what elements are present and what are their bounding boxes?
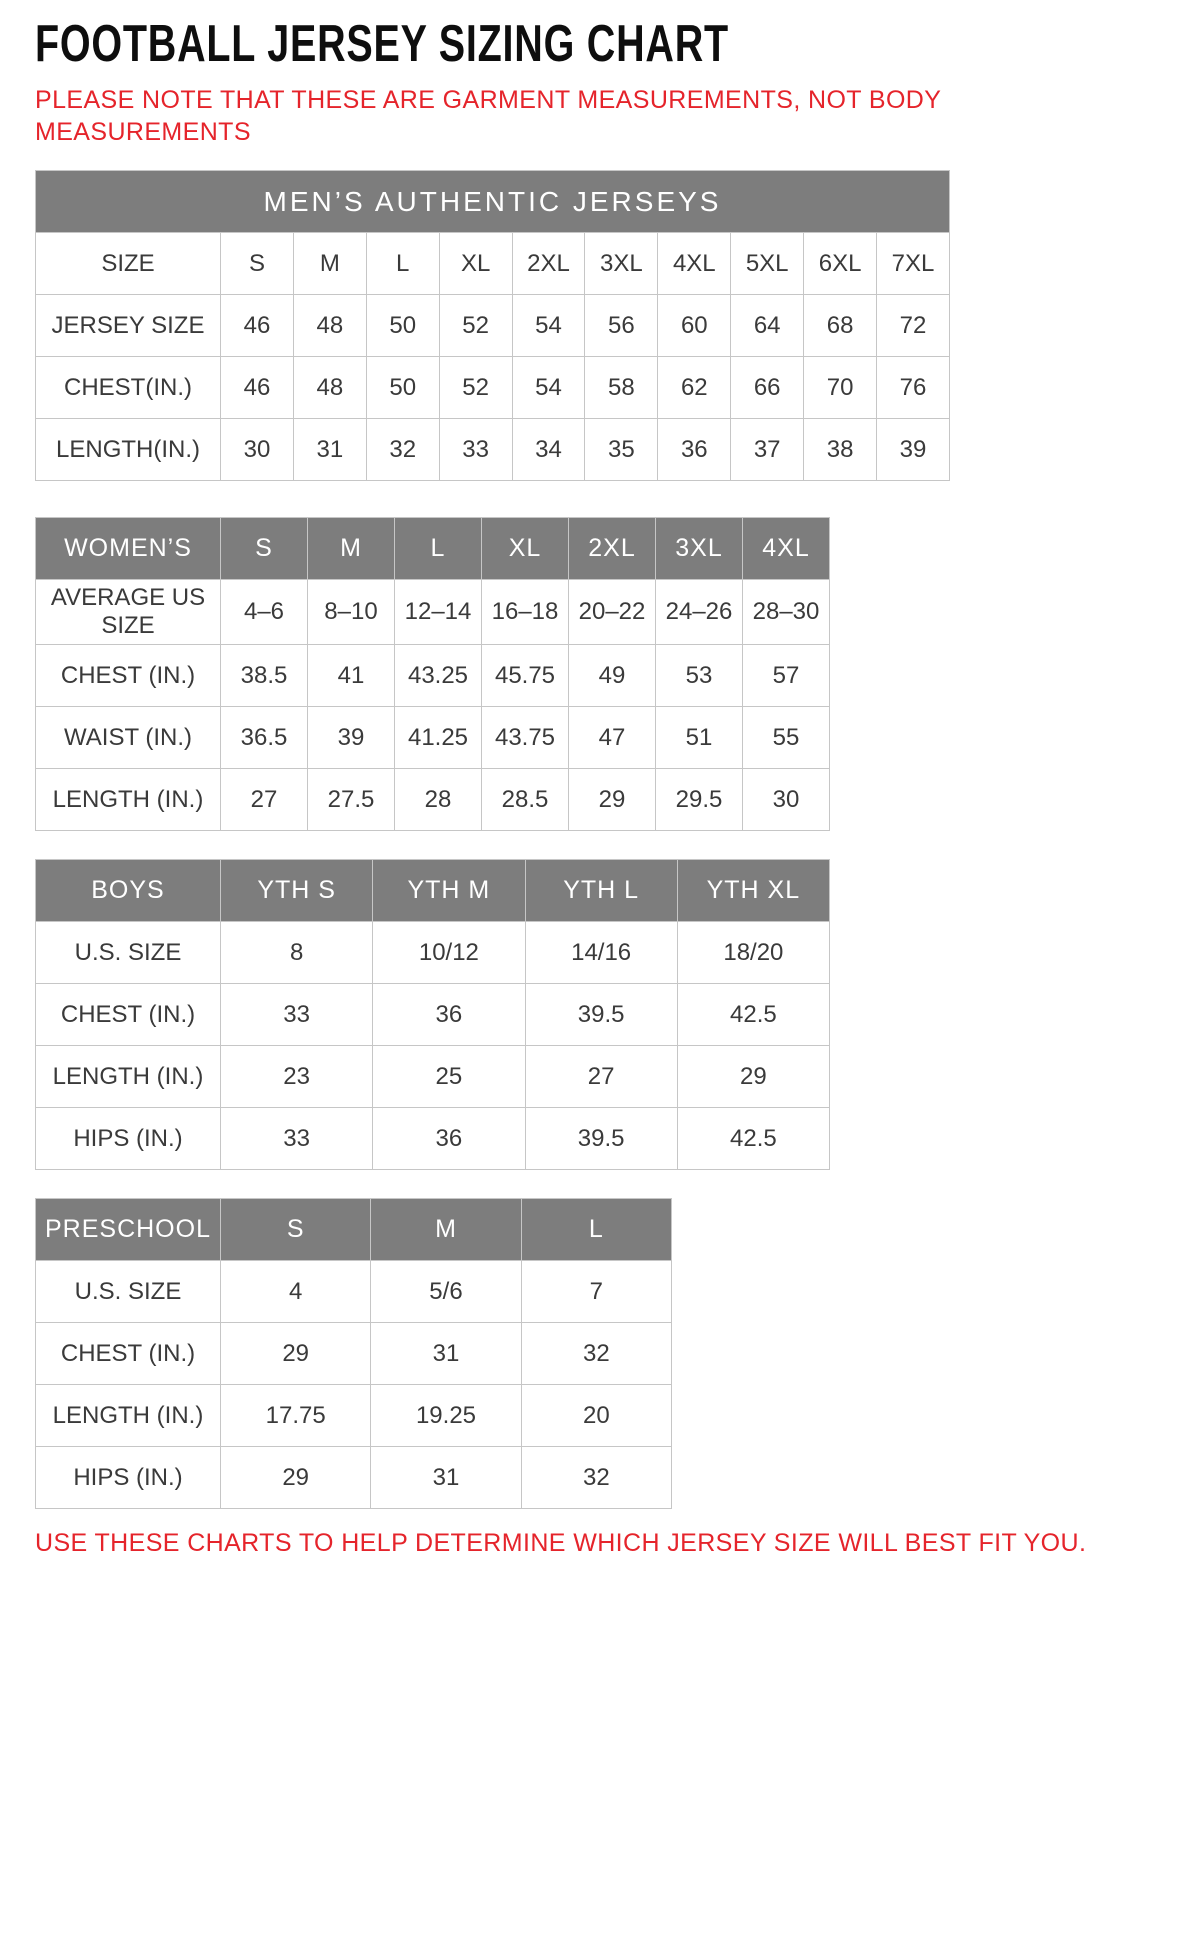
- table-banner-row: [36, 171, 950, 233]
- cell: 39.5: [525, 984, 677, 1046]
- row-label: CHEST (IN.): [36, 984, 221, 1046]
- row-label: JERSEY SIZE: [36, 295, 221, 357]
- cell: 36: [658, 419, 731, 481]
- cell: 20: [521, 1385, 671, 1447]
- row-label: LENGTH (IN.): [36, 1385, 221, 1447]
- cell: 6XL: [804, 233, 877, 295]
- cell: 5/6: [371, 1261, 521, 1323]
- cell: 33: [221, 984, 373, 1046]
- column-header: L: [395, 518, 482, 580]
- cell: 37: [731, 419, 804, 481]
- cell: 62: [658, 357, 731, 419]
- cell: 28: [395, 769, 482, 831]
- page-title: [35, 15, 1165, 73]
- cell: 14/16: [525, 922, 677, 984]
- cell: 29: [221, 1447, 371, 1509]
- row-label: LENGTH(IN.): [36, 419, 221, 481]
- table-row: [36, 1108, 830, 1170]
- cell: XL: [439, 233, 512, 295]
- column-header: 3XL: [656, 518, 743, 580]
- cell: 7: [521, 1261, 671, 1323]
- cell: 35: [585, 419, 658, 481]
- cell: 17.75: [221, 1385, 371, 1447]
- column-header: 4XL: [743, 518, 830, 580]
- cell: 33: [221, 1108, 373, 1170]
- cell: 31: [371, 1323, 521, 1385]
- table-row: [36, 922, 830, 984]
- table-row: [36, 769, 830, 831]
- cell: 16–18: [482, 580, 569, 645]
- cell: 41: [308, 645, 395, 707]
- cell: 5XL: [731, 233, 804, 295]
- table-row: [36, 233, 950, 295]
- cell: 18/20: [677, 922, 829, 984]
- cell: 8–10: [308, 580, 395, 645]
- cell: 28–30: [743, 580, 830, 645]
- cell: 72: [877, 295, 950, 357]
- cell: 56: [585, 295, 658, 357]
- cell: 42.5: [677, 984, 829, 1046]
- table-header-row: [36, 518, 830, 580]
- cell: 10/12: [373, 922, 525, 984]
- cell: M: [293, 233, 366, 295]
- cell: 29.5: [656, 769, 743, 831]
- cell: 12–14: [395, 580, 482, 645]
- column-header: 2XL: [569, 518, 656, 580]
- table-row: [36, 645, 830, 707]
- cell: 52: [439, 295, 512, 357]
- cell: 54: [512, 295, 585, 357]
- table-row: [36, 295, 950, 357]
- cell: 53: [656, 645, 743, 707]
- row-label: LENGTH (IN.): [36, 1046, 221, 1108]
- table-row: [36, 1385, 672, 1447]
- cell: 29: [677, 1046, 829, 1108]
- cell: 30: [743, 769, 830, 831]
- cell: 54: [512, 357, 585, 419]
- cell: 39.5: [525, 1108, 677, 1170]
- cell: 76: [877, 357, 950, 419]
- cell: 41.25: [395, 707, 482, 769]
- table-row: [36, 357, 950, 419]
- column-header: M: [371, 1199, 521, 1261]
- cell: 32: [521, 1323, 671, 1385]
- boys-table-title: BOYS: [36, 860, 221, 922]
- cell: 64: [731, 295, 804, 357]
- cell: 25: [373, 1046, 525, 1108]
- cell: 31: [293, 419, 366, 481]
- column-header: M: [308, 518, 395, 580]
- column-header: S: [221, 518, 308, 580]
- cell: 48: [293, 357, 366, 419]
- column-header: YTH S: [221, 860, 373, 922]
- cell: S: [221, 233, 294, 295]
- table-header-row: [36, 1199, 672, 1261]
- table-header-row: [36, 860, 830, 922]
- cell: 36.5: [221, 707, 308, 769]
- table-row: [36, 707, 830, 769]
- column-header: YTH XL: [677, 860, 829, 922]
- row-label: CHEST(IN.): [36, 357, 221, 419]
- cell: 31: [371, 1447, 521, 1509]
- cell: 49: [569, 645, 656, 707]
- cell: 3XL: [585, 233, 658, 295]
- cell: 43.25: [395, 645, 482, 707]
- cell: 27: [525, 1046, 677, 1108]
- womens-table: [35, 517, 830, 831]
- cell: 4–6: [221, 580, 308, 645]
- womens-table-title: WOMEN’S: [36, 518, 221, 580]
- cell: 46: [221, 295, 294, 357]
- boys-table: [35, 859, 830, 1170]
- cell: 47: [569, 707, 656, 769]
- row-label: CHEST (IN.): [36, 645, 221, 707]
- cell: 50: [366, 295, 439, 357]
- cell: 42.5: [677, 1108, 829, 1170]
- cell: 29: [221, 1323, 371, 1385]
- table-row: [36, 1261, 672, 1323]
- cell: 8: [221, 922, 373, 984]
- cell: 27.5: [308, 769, 395, 831]
- fit-advice-note: USE THESE CHARTS TO HELP DETERMINE WHICH JERSEY SIZE WILL BEST FIT YOU.: [35, 1529, 1087, 1557]
- cell: 29: [569, 769, 656, 831]
- cell: 70: [804, 357, 877, 419]
- cell: 36: [373, 984, 525, 1046]
- cell: 50: [366, 357, 439, 419]
- row-label: U.S. SIZE: [36, 922, 221, 984]
- cell: 24–26: [656, 580, 743, 645]
- cell: 39: [877, 419, 950, 481]
- cell: 60: [658, 295, 731, 357]
- cell: L: [366, 233, 439, 295]
- column-header: S: [221, 1199, 371, 1261]
- table-row: [36, 1447, 672, 1509]
- page-title-text: FOOTBALL JERSEY SIZING CHART: [35, 15, 729, 73]
- column-header: YTH M: [373, 860, 525, 922]
- row-label: WAIST (IN.): [36, 707, 221, 769]
- column-header: L: [521, 1199, 671, 1261]
- cell: 66: [731, 357, 804, 419]
- table-row: [36, 419, 950, 481]
- cell: 51: [656, 707, 743, 769]
- cell: 43.75: [482, 707, 569, 769]
- cell: 2XL: [512, 233, 585, 295]
- row-label: CHEST (IN.): [36, 1323, 221, 1385]
- column-header: YTH L: [525, 860, 677, 922]
- preschool-table-title: PRESCHOOL: [36, 1199, 221, 1261]
- cell: 30: [221, 419, 294, 481]
- mens-table-title: MEN’S AUTHENTIC JERSEYS: [36, 171, 950, 233]
- row-label: HIPS (IN.): [36, 1108, 221, 1170]
- table-row: [36, 1046, 830, 1108]
- cell: 58: [585, 357, 658, 419]
- cell: 19.25: [371, 1385, 521, 1447]
- row-label: HIPS (IN.): [36, 1447, 221, 1509]
- table-row: [36, 580, 830, 645]
- cell: 27: [221, 769, 308, 831]
- cell: 7XL: [877, 233, 950, 295]
- cell: 32: [366, 419, 439, 481]
- cell: 52: [439, 357, 512, 419]
- cell: 33: [439, 419, 512, 481]
- mens-authentic-jerseys-table: [35, 170, 950, 481]
- table-row: [36, 984, 830, 1046]
- cell: 39: [308, 707, 395, 769]
- preschool-table: [35, 1198, 672, 1509]
- row-label: AVERAGE US SIZE: [36, 580, 221, 645]
- cell: 23: [221, 1046, 373, 1108]
- cell: 4XL: [658, 233, 731, 295]
- cell: 20–22: [569, 580, 656, 645]
- row-label: LENGTH (IN.): [36, 769, 221, 831]
- cell: 45.75: [482, 645, 569, 707]
- cell: 36: [373, 1108, 525, 1170]
- cell: 4: [221, 1261, 371, 1323]
- cell: 38.5: [221, 645, 308, 707]
- row-label: SIZE: [36, 233, 221, 295]
- garment-measurements-note: PLEASE NOTE THAT THESE ARE GARMENT MEASUREMENTS, NOT BODY MEASUREMENTS: [35, 86, 941, 146]
- cell: 34: [512, 419, 585, 481]
- cell: 48: [293, 295, 366, 357]
- row-label: U.S. SIZE: [36, 1261, 221, 1323]
- cell: 55: [743, 707, 830, 769]
- cell: 38: [804, 419, 877, 481]
- cell: 32: [521, 1447, 671, 1509]
- cell: 28.5: [482, 769, 569, 831]
- cell: 57: [743, 645, 830, 707]
- table-row: [36, 1323, 672, 1385]
- cell: 46: [221, 357, 294, 419]
- cell: 68: [804, 295, 877, 357]
- column-header: XL: [482, 518, 569, 580]
